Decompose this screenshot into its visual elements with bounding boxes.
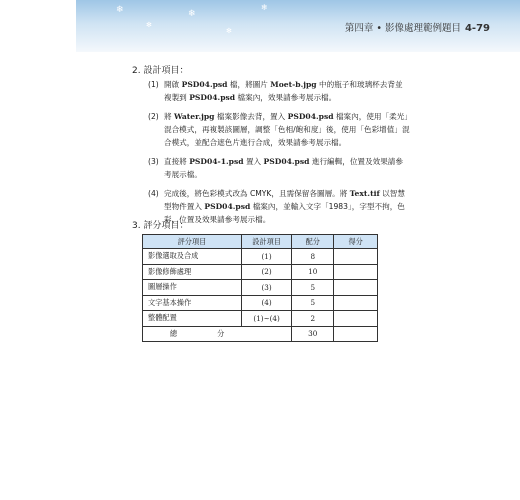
snowflake-icon: ✻ [146,21,152,29]
chapter-title: 第四章 • 影像處理範例題目 [344,23,461,34]
page-number: 4-79 [464,23,490,34]
design-item-ref: (3) [241,280,291,296]
snowflake-icon: ✻ [226,27,232,35]
design-item-ref: (1) [241,249,291,265]
total-points: 30 [292,326,334,342]
score-cell [334,280,378,296]
section-3-title: 3. 評分項目： [132,221,189,231]
scoring-item: 整體配置 [143,311,242,327]
points: 5 [292,280,334,296]
score-cell [334,264,378,280]
score-cell [334,295,378,311]
table-header-row [143,235,378,249]
scoring-item: 影像修飾處理 [143,264,242,280]
points: 2 [292,311,334,327]
list-item [148,110,410,149]
table-row [143,280,378,296]
table-row [143,264,378,280]
item-text: 將 Water.jpg 檔案影像去背，置入 PSD04.psd 檔案內，使用「柔光」混合模式，再複製該圖層，調整「色相/飽和度」後，使用「色彩增值」混合模式，並配合遮色片進行合成，效果請參考展示檔。 [164,112,410,147]
scoring-item: 文字基本操作 [143,295,242,311]
item-number: (1) [148,80,159,89]
total-score-cell [334,326,378,342]
item-text: 直接將 PSD04-1.psd 置入 PSD04.psd 進行編輯，位置及效果請參考展示檔。 [164,157,403,179]
list-item [148,78,410,104]
table-total-row [143,326,378,342]
points: 10 [292,264,334,280]
points: 8 [292,249,334,265]
column-header: 評分項目 [143,235,242,249]
design-item-ref: (4) [241,295,291,311]
column-header: 得分 [334,235,378,249]
item-text: 完成後，將色彩模式改為 CMYK，且需保留各圖層。將 Text.tif 以智慧型物件置入 PSD04.psd 檔案內，並輸入文字「1983」，字型不拘，色彩、位置及效果請參考展示檔。 [164,189,405,224]
total-label: 總分 [143,326,292,342]
item-number: (2) [148,112,159,121]
table-row [143,249,378,265]
scoring-item: 圖層操作 [143,280,242,296]
column-header: 配分 [292,235,334,249]
score-cell [334,249,378,265]
design-item-ref: (1)~(4) [241,311,291,327]
table-row [143,295,378,311]
column-header: 設計項目 [241,235,291,249]
item-number: (4) [148,189,159,198]
item-number: (3) [148,157,159,166]
scoring-item: 影像選取及合成 [143,249,242,265]
item-text: 開啟 PSD04.psd 檔，將圖片 Moet-b.jpg 中的瓶子和玻璃杯去背並複製到 PSD04.psd 檔案內，效果請參考展示檔。 [164,80,403,102]
section-2-title: 2. 設計項目： [132,66,189,76]
list-item [148,155,410,181]
snowflake-icon: ❄ [116,5,124,15]
snowflake-icon: ❄ [188,9,196,19]
points: 5 [292,295,334,311]
design-items-list [148,78,410,232]
running-header [345,20,490,34]
score-cell [334,311,378,327]
table-row [143,311,378,327]
design-item-ref: (2) [241,264,291,280]
scoring-table [142,234,378,342]
snowflake-icon: ❄ [261,3,268,12]
